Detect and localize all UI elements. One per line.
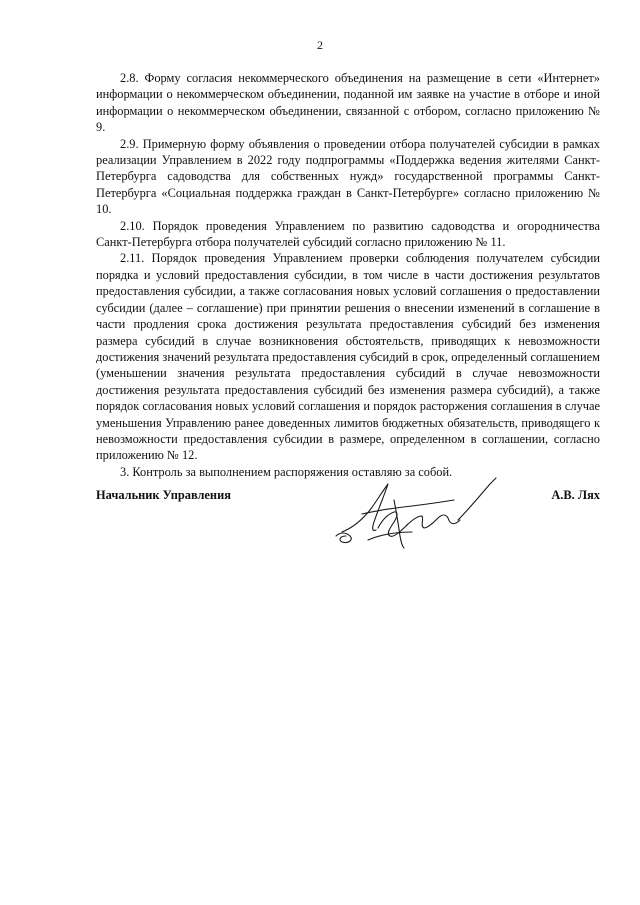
paragraph-2-8: 2.8. Форму согласия некоммерческого объединения на размещение в сети «Интернет» информации о некоммерческом объединении, поданной им заявке на участие в отборе и иной информации о некоммерческом объединении, связанной с отбором, согласно приложению № 9. (96, 71, 600, 135)
signature-block (96, 470, 600, 550)
handwritten-signature (332, 470, 502, 552)
paragraph-2-11: 2.11. Порядок проведения Управлением проверки соблюдения получателем субсидии порядка и условий предоставления субсидии, в том числе в части достижения результатов предоставления субсидии, а также согласования новых условий соглашения о предоставлении субсидии (далее – соглашение) при принятии решения о внесении изменений в соглашение в части продления срока достижения результата предоставления субсидий без изменения размера субсидий в случае возникновения обстоятельств, приводящих к невозможности достижения значений результата предоставления субсидий в срок, определенный соглашением (уменьшении значения результата предоставления субсидий в случае невозможности достижения результата предоставления субсидий без изменения размера субсидий), а также порядок согласования новых условий соглашения и порядок расторжения соглашения в случае уменьшения Управлению ранее доведенных лимитов бюджетных обязательств, приводящего к невозможности предоставления субсидии в размере, определенном в соглашении, согласно приложению № 12. (96, 251, 600, 463)
signer-title: Начальник Управления (96, 488, 231, 502)
page-number: 2 (317, 38, 323, 52)
paragraph-2-10: 2.10. Порядок проведения Управлением по развитию садоводства и огородничества Санкт-Петербурга отбора получателей субсидий согласно приложению № 11. (96, 218, 600, 250)
paragraph-3: 3. Контроль за выполнением распоряжения оставляю за собой. (120, 464, 453, 479)
signer-name: А.В. Лях (551, 488, 600, 502)
paragraph-2-9: 2.9. Примерную форму объявления о проведении отбора получателей субсидии в рамках реализации Управлением в 2022 году подпрограммы «Поддержка ведения жителями Санкт-Петербурга садоводства для собственных нужд» государственной программы Санкт-Петербурга «Социальная поддержка граждан в Санкт-Петербурге» согласно приложению № 10. (96, 136, 600, 217)
document-body (96, 70, 600, 480)
